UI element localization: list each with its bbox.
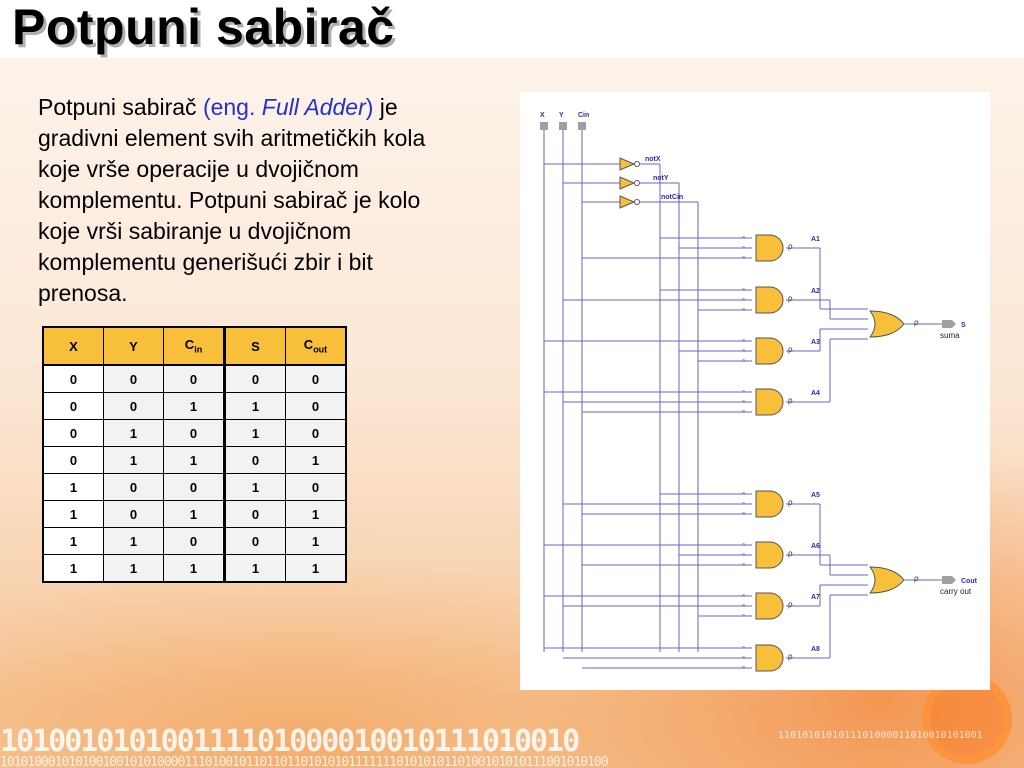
pin-mark: ▫	[742, 653, 745, 662]
and-label: A6	[811, 543, 820, 550]
table-cell: 1	[225, 555, 286, 583]
pin-mark: ▫	[742, 243, 745, 252]
para-eng-prefix: (eng.	[202, 94, 262, 120]
pin-mark: ▫	[742, 253, 745, 262]
table-cell: 0	[104, 501, 164, 528]
table-cell: 0	[225, 365, 286, 393]
table-cell: 1	[104, 555, 164, 583]
not-gate	[620, 196, 634, 208]
para-eng-suffix: )	[365, 94, 374, 120]
table-cell: 0	[104, 393, 164, 420]
table-row	[43, 393, 346, 420]
table-row	[43, 555, 346, 583]
circuit-diagram	[520, 92, 990, 690]
header-s: S	[225, 327, 286, 365]
output-pin	[942, 320, 956, 328]
pin-mark: ▫	[742, 601, 745, 610]
pin-mark: ▫	[742, 305, 745, 314]
table-cell: 1	[225, 420, 286, 447]
table-cell: 0	[286, 393, 347, 420]
table-cell: 0	[286, 365, 347, 393]
and-gate	[756, 389, 783, 415]
truth-table	[42, 326, 347, 583]
para-text-1: Potpuni sabirač	[38, 94, 203, 120]
table-cell: 1	[286, 555, 347, 583]
header-y: Y	[104, 327, 164, 365]
input-pin	[559, 122, 567, 130]
input-label: Cin	[578, 112, 590, 119]
pin-mark: ▫	[742, 356, 745, 365]
not-gate	[620, 158, 634, 170]
input-label: Y	[559, 112, 564, 119]
table-cell: 1	[164, 501, 225, 528]
binary-small: 1101010101011101000011010010101001	[778, 730, 983, 741]
table-cell: 0	[104, 365, 164, 393]
pin-mark: ▫	[742, 489, 745, 498]
table-cell: 1	[164, 447, 225, 474]
not-label: notY	[653, 175, 669, 182]
output-name: carry out	[940, 587, 972, 596]
input-pin	[578, 122, 586, 130]
table-cell: 0	[43, 420, 104, 447]
output-pin	[942, 576, 956, 584]
and-label: A7	[811, 594, 820, 601]
table-cell: 1	[43, 555, 104, 583]
table-row	[43, 474, 346, 501]
table-cell: 0	[43, 365, 104, 393]
pin-mark: ρ	[788, 652, 793, 661]
table-cell: 1	[225, 474, 286, 501]
pin-mark: ρ	[788, 549, 793, 558]
table-cell: 0	[225, 528, 286, 555]
pin-mark: ▫	[742, 407, 745, 416]
pin-mark: ▫	[742, 397, 745, 406]
binary-medium: 10101000101010010010101000011101001011011011010101011111110101010110100101010111001010100	[0, 755, 608, 768]
output-name: suma	[940, 331, 960, 340]
pin-mark: ▫	[742, 499, 745, 508]
and-gate	[756, 338, 783, 364]
pin-mark: ▫	[742, 285, 745, 294]
pin-mark: ▫	[742, 336, 745, 345]
and-label: A5	[811, 492, 820, 499]
table-cell: 1	[104, 447, 164, 474]
table-cell: 1	[286, 528, 347, 555]
not-bubble	[635, 162, 640, 167]
pin-mark: ρ	[788, 396, 793, 405]
table-cell: 1	[164, 393, 225, 420]
pin-mark: ▫	[742, 509, 745, 518]
pin-mark: ρ	[788, 498, 793, 507]
input-pin	[540, 122, 548, 130]
not-label: notX	[645, 156, 661, 163]
and-label: A3	[811, 339, 820, 346]
table-row	[43, 447, 346, 474]
table-cell: 1	[286, 447, 347, 474]
pin-mark: ρ	[788, 242, 793, 251]
and-gate	[756, 645, 783, 671]
truth-table-header	[43, 327, 346, 365]
slide-title: Potpuni sabirač	[12, 0, 395, 55]
pin-mark: ρ	[788, 600, 793, 609]
table-cell: 0	[164, 365, 225, 393]
table-cell: 0	[43, 393, 104, 420]
table-cell: 0	[104, 474, 164, 501]
and-gate	[756, 491, 783, 517]
table-row	[43, 528, 346, 555]
pin-mark: ▫	[742, 560, 745, 569]
and-label: A1	[811, 236, 820, 243]
pin-mark: ▫	[742, 233, 745, 242]
full-adder-circuit	[520, 92, 990, 690]
table-cell: 1	[225, 393, 286, 420]
pin-mark: ▫	[742, 295, 745, 304]
or-gate-sum	[870, 311, 904, 337]
table-cell: 1	[286, 501, 347, 528]
and-gate	[756, 235, 783, 261]
not-gate	[620, 177, 634, 189]
pin-mark: ▫	[742, 540, 745, 549]
description-paragraph	[38, 92, 458, 309]
and-label: A4	[811, 390, 820, 397]
table-cell: 0	[286, 420, 347, 447]
para-text-2: je gradivni element svih aritmetičkih kola koje vrše operacije u dvojičnom komplementu. Potpuni sabirač je kolo koje vrši sabiranje u dvojičnom komplementu generišući zbir i bit prenosa.	[38, 94, 426, 306]
output-label: Cout	[961, 578, 977, 585]
table-cell: 0	[164, 420, 225, 447]
pin-mark: ρ	[914, 318, 919, 327]
not-label: notCin	[661, 194, 684, 201]
header-x: X	[43, 327, 104, 365]
pin-mark: ▫	[742, 611, 745, 620]
table-cell: 1	[104, 420, 164, 447]
pin-mark: ρ	[914, 574, 919, 583]
table-cell: 0	[164, 474, 225, 501]
table-cell: 1	[43, 501, 104, 528]
title-bar	[0, 0, 1024, 58]
table-cell: 0	[225, 501, 286, 528]
or-gate-carry	[870, 567, 904, 593]
and-label: A2	[811, 288, 820, 295]
table-cell: 0	[286, 474, 347, 501]
pin-mark: ▫	[742, 591, 745, 600]
header-cin: $C_{in}$	[164, 327, 225, 365]
binary-decoration	[0, 724, 1024, 768]
pin-mark: ▫	[742, 550, 745, 559]
table-row	[43, 501, 346, 528]
and-label: A8	[811, 646, 820, 653]
pin-mark: ρ	[788, 345, 793, 354]
table-cell: 1	[104, 528, 164, 555]
para-english-term: Full Adder	[261, 94, 366, 120]
pin-mark: ▫	[742, 346, 745, 355]
table-cell: 1	[43, 528, 104, 555]
binary-large: 101001010100111101000010010111010010	[0, 724, 579, 759]
table-cell: 0	[225, 447, 286, 474]
pin-mark: ▫	[742, 643, 745, 652]
table-cell: 1	[43, 474, 104, 501]
and-gate	[756, 593, 783, 619]
table-cell: 1	[164, 555, 225, 583]
table-cell: 0	[43, 447, 104, 474]
not-bubble	[635, 181, 640, 186]
not-bubble	[635, 200, 640, 205]
pin-mark: ▫	[742, 387, 745, 396]
and-gate	[756, 542, 783, 568]
input-label: X	[540, 112, 545, 119]
header-cout: $C_{out}$	[286, 327, 347, 365]
pin-mark: ρ	[788, 294, 793, 303]
and-gate	[756, 287, 783, 313]
table-cell: 0	[164, 528, 225, 555]
table-row	[43, 365, 346, 393]
pin-mark: ▫	[742, 663, 745, 672]
table-row	[43, 420, 346, 447]
output-label: S	[961, 322, 966, 329]
